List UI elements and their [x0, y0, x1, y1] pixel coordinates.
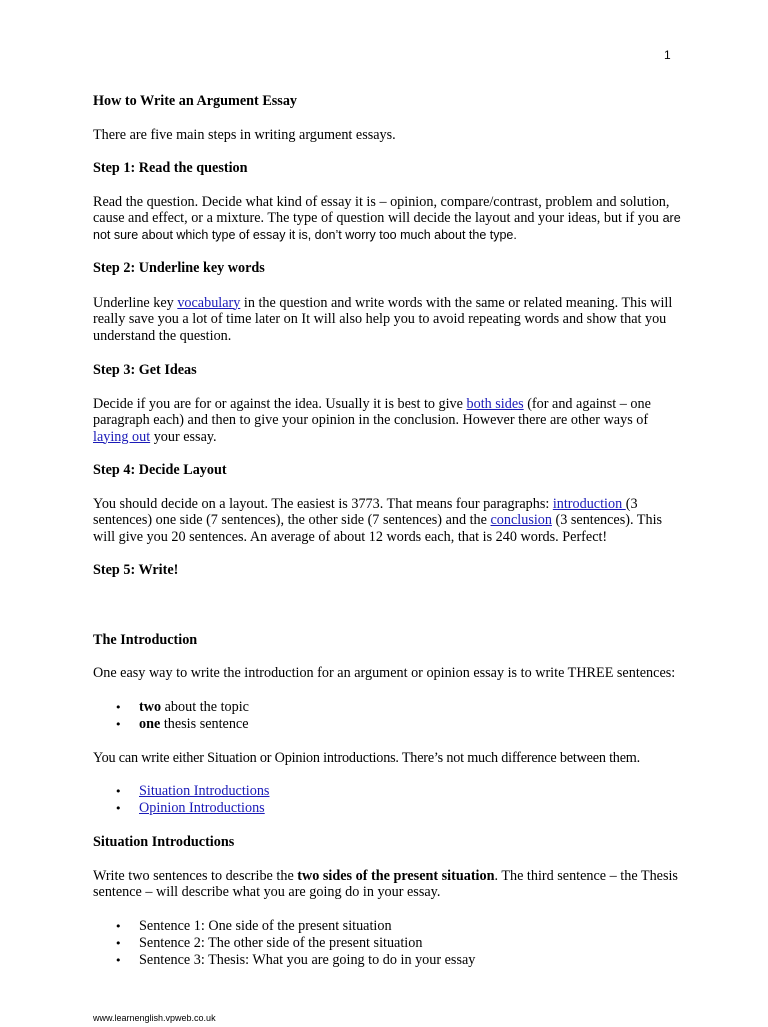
- situation-paragraph: [93, 868, 683, 901]
- situation-introductions-link[interactable]: Situation Introductions: [139, 783, 270, 799]
- step2-text-post: in the question and write words with the same or related meaning. This will really save you a lot of time later on It will also help you to avoid repeating words and show that you understand the question.: [93, 294, 673, 344]
- introduction-paragraph: One easy way to write the introduction for an argument or opinion essay is to write THREE sentences:: [93, 665, 676, 681]
- document-body: [93, 93, 683, 969]
- laying-out-link[interactable]: laying out: [93, 428, 151, 445]
- blank-space: [93, 579, 683, 632]
- step2-paragraph: [93, 295, 683, 345]
- step5-heading: Step 5: Write!: [93, 562, 179, 578]
- list-item: • Sentence 2: The other side of the present situation: [139, 935, 683, 952]
- introduction-sentence-list: [93, 699, 683, 733]
- situation-text-bold: two sides of the present situation: [297, 867, 495, 884]
- step2-text-pre: Underline key: [93, 294, 178, 311]
- step1-paragraph: [93, 194, 683, 244]
- introduction-types-list: [93, 783, 683, 817]
- step4-heading: Step 4: Decide Layout: [93, 462, 227, 478]
- step3-text-mid: (for and against – one paragraph each) and then to give your opinion in the conclusion. However there are other ways of: [93, 395, 651, 428]
- situation-heading: Situation Introductions: [93, 834, 235, 850]
- situation-text-pre: Write two sentences to describe the: [93, 867, 298, 884]
- page-number: 1: [664, 48, 671, 62]
- introduction-link[interactable]: introduction: [552, 495, 626, 512]
- both-sides-link[interactable]: both sides: [466, 395, 524, 412]
- step3-text-post: your essay.: [150, 428, 217, 445]
- intro-paragraph: There are five main steps in writing argument essays.: [93, 126, 396, 143]
- step2-heading: Step 2: Underline key words: [93, 260, 265, 276]
- list-item: [139, 800, 683, 817]
- list-item-text: about the topic: [161, 698, 249, 715]
- step1-text: Read the question. Decide what kind of essay it is – opinion, compare/contrast, problem and solution, cause and effect, or a mixture. The type of question will decide the layout and your ideas, but if you: [93, 193, 670, 226]
- footer-url: www.learnenglish.vpweb.co.uk: [93, 1013, 216, 1023]
- list-item-bold: two: [139, 698, 162, 715]
- list-item: [139, 783, 683, 800]
- step3-paragraph: [93, 396, 683, 446]
- list-item: [139, 699, 683, 716]
- conclusion-link[interactable]: conclusion: [490, 512, 552, 528]
- list-item: • Sentence 3: Thesis: What you are going to do in your essay: [139, 952, 683, 969]
- step3-text-pre: Decide if you are for or against the idea. Usually it is best to give: [93, 395, 467, 412]
- step1-heading: Step 1: Read the question: [93, 160, 248, 176]
- step4-text-mid: (3 sentences) one side (7 sentences), the other side (7 sentences) and the: [93, 495, 638, 528]
- step3-heading: Step 3: Get Ideas: [93, 362, 197, 378]
- list-item-text: thesis sentence: [160, 715, 249, 732]
- step1-text-tail: are not sure about which type of essay it is, don’t worry too much about the type.: [93, 211, 681, 242]
- introduction-types-paragraph: You can write either Situation or Opinion introductions. There’s not much difference between them.: [93, 749, 640, 766]
- situation-sentence-list: [93, 918, 683, 969]
- list-item-bold: one: [139, 715, 161, 732]
- step4-text-post: (3 sentences). This will give you 20 sentences. An average of about 12 words each, that is 240 words. Perfect!: [93, 512, 663, 545]
- introduction-heading: The Introduction: [93, 631, 198, 648]
- list-item: • Sentence 1: One side of the present situation: [139, 918, 683, 935]
- step4-text-pre: You should decide on a layout. The easiest is 3773. That means four paragraphs:: [93, 495, 553, 512]
- step4-paragraph: [93, 496, 683, 546]
- opinion-introductions-link[interactable]: Opinion Introductions: [139, 800, 265, 816]
- vocabulary-link[interactable]: vocabulary: [177, 294, 241, 311]
- list-item: [139, 716, 683, 733]
- situation-text-post: . The third sentence – the Thesis sentence – will describe what you are going do in your essay.: [93, 867, 678, 900]
- document-title: How to Write an Argument Essay: [93, 93, 298, 109]
